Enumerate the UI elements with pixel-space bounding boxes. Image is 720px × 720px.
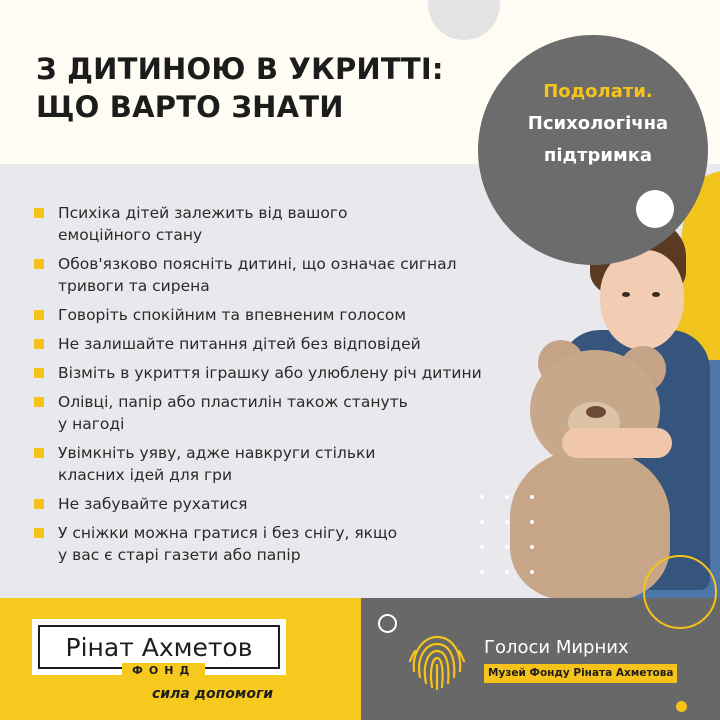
page-title: [36, 50, 476, 126]
list-item: Психіка дітей залежить від вашого емоційного стану: [34, 202, 494, 246]
tips-list: [34, 202, 494, 573]
list-item: Не залишайте питання дітей без відповідей: [34, 333, 494, 355]
list-item: Не забувайте рухатися: [34, 493, 494, 515]
decor-ring: [643, 555, 717, 629]
list-item: У сніжки можна гратися і без снігу, якщо у вас є старі газети або папір: [34, 522, 494, 566]
bullet-icon: [34, 528, 44, 538]
museum-subtitle: Музей Фонду Ріната Ахметова: [484, 664, 677, 683]
bullet-icon: [34, 310, 44, 320]
bullet-icon: [34, 397, 44, 407]
topic-bubble-line3: підтримка: [543, 145, 653, 166]
bullet-icon: [34, 259, 44, 269]
list-item: Говоріть спокійним та впевненим голосом: [34, 304, 494, 326]
bullet-icon: [34, 208, 44, 218]
topic-bubble-text: [498, 76, 698, 172]
foundation-logo-fond: ФОНД: [122, 663, 205, 679]
bullet-icon: [34, 499, 44, 509]
page-title-line2: ЩО ВАРТО ЗНАТИ: [36, 90, 344, 124]
child-hand: [562, 428, 672, 458]
bullet-icon: [34, 368, 44, 378]
foundation-slogan: сила допомоги: [152, 686, 274, 702]
topic-bubble-line1: Подолати.: [543, 81, 653, 102]
list-item: Олівці, папір або пластилін також стануть у нагоді: [34, 391, 494, 435]
teddy-bear-nose: [586, 406, 606, 418]
list-item: Обов'язково поясніть дитині, що означає сигнал тривоги та сирена: [34, 253, 494, 297]
list-item: Візміть в укриття іграшку або улюблену річ дитини: [34, 362, 494, 384]
decor-dot: [676, 701, 687, 712]
list-item: Увімкніть уяву, адже навкруги стільки класних ідей для гри: [34, 442, 494, 486]
page-title-line1: З ДИТИНОЮ В УКРИТТІ:: [36, 52, 444, 86]
child-face: [600, 250, 684, 350]
fingerprint-icon: [402, 627, 472, 697]
museum-title: Голоси Мирних: [484, 637, 629, 658]
decor-circle-small: [636, 190, 674, 228]
foundation-logo-name: Рінат Ахметов: [65, 632, 253, 662]
bullet-icon: [34, 339, 44, 349]
topic-bubble-line2: Психологічна: [527, 113, 669, 134]
decor-ring-small: [378, 614, 397, 633]
bullet-icon: [34, 448, 44, 458]
